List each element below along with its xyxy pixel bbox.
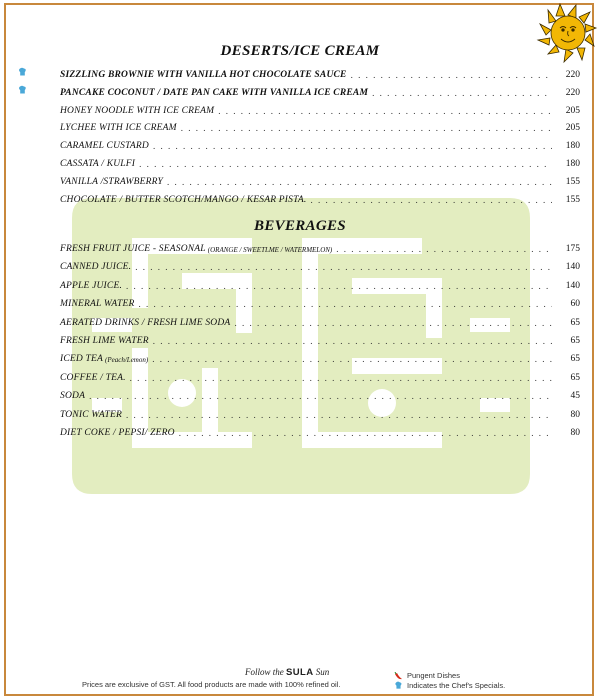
dot-leader	[310, 195, 552, 205]
menu-item-price: 205	[565, 105, 580, 116]
menu-item	[60, 117, 580, 133]
menu-item-price: 220	[565, 87, 580, 98]
menu-item-price: 220	[565, 70, 580, 80]
legend-chef-label: Indicates the Chef's Specials.	[407, 681, 506, 690]
menu-item-name: FRESH FRUIT JUICE - SEASONAL	[60, 244, 206, 254]
menu-item-name: SIZZLING BROWNIE WITH VANILLA HOT CHOCOLATE SAUCE	[60, 70, 347, 80]
legend-pungent-label: Pungent Dishes	[407, 671, 460, 680]
menu-item-price: 65	[570, 317, 580, 328]
dot-leader	[126, 410, 552, 420]
menu-item-price: 65	[570, 354, 580, 365]
menu-item-name: ICED TEA	[60, 354, 104, 365]
menu-item-price: 65	[570, 336, 580, 346]
menu-item-name: APPLE JUICE.	[60, 280, 123, 291]
dot-leader	[153, 141, 552, 151]
menu-item	[60, 293, 580, 309]
menu-item-name: PANCAKE COCONUT / DATE PAN CAKE WITH VANILLA ICE CREAM	[60, 87, 369, 98]
menu-item	[60, 422, 580, 438]
dot-leader	[218, 106, 552, 116]
menu-item	[60, 312, 580, 328]
dot-leader	[181, 123, 552, 133]
menu-item-name: CANNED JUICE.	[60, 262, 132, 273]
footer-disclaimer: Prices are exclusive of GST. All food products are made with 100% refined oil.	[82, 680, 341, 689]
menu-item-name: AERATED DRINKS / FRESH LIME SODA	[60, 317, 231, 328]
legend-pungent	[394, 671, 460, 680]
menu-item-price: 155	[565, 194, 580, 205]
footer-follow-text	[245, 667, 329, 678]
dot-leader	[130, 373, 552, 383]
dot-leader	[351, 70, 552, 80]
dot-leader	[89, 391, 552, 401]
menu-item-price: 65	[570, 372, 580, 383]
menu-item-name: VANILLA /STRAWBERRY	[60, 176, 163, 187]
menu-item-name: CHOCOLATE / BUTTER SCOTCH/MANGO / KESAR PISTA.	[60, 194, 307, 205]
dot-leader	[152, 354, 552, 364]
menu-item	[60, 153, 580, 169]
menu-item	[60, 100, 580, 116]
dot-leader	[336, 244, 552, 254]
chili-icon	[394, 672, 403, 680]
menu-item	[60, 135, 580, 151]
menu-item	[60, 348, 580, 364]
menu-item-name: CASSATA / KULFI	[60, 159, 136, 169]
beverages-title: BEVERAGES	[254, 218, 346, 234]
menu-item	[60, 385, 580, 401]
menu-item-price: 80	[570, 409, 580, 420]
menu-item-name: LYCHEE WITH ICE CREAM	[60, 123, 177, 134]
menu-item	[60, 256, 580, 272]
dot-leader	[139, 299, 553, 309]
follow-suffix: Sun	[315, 667, 330, 677]
menu-item	[60, 275, 580, 291]
menu-item-name: TONIC WATER	[60, 409, 122, 420]
menu-item	[60, 404, 580, 420]
dot-leader	[153, 336, 552, 346]
menu-item	[60, 367, 580, 383]
menu-item	[60, 238, 580, 254]
menu-item-price: 60	[570, 299, 580, 310]
menu-item	[60, 82, 580, 98]
menu-item-price: 180	[565, 141, 580, 152]
menu-item-name: MINERAL WATER	[60, 299, 135, 310]
menu-item	[60, 189, 580, 205]
chef-hat-icon	[18, 67, 27, 77]
menu-item-name: CARAMEL CUSTARD	[60, 141, 149, 152]
menu-item-name: HONEY NOODLE WITH ICE CREAM	[60, 105, 215, 116]
menu-item-note: (ORANGE / SWEETLME / WATERMELON)	[207, 246, 333, 254]
dot-leader	[179, 428, 552, 438]
menu-item	[60, 64, 580, 80]
menu-item	[60, 171, 580, 187]
chef-hat-icon	[18, 85, 27, 95]
dot-leader	[167, 177, 552, 187]
menu-item-price: 175	[565, 244, 580, 254]
menu-item-price: 155	[565, 176, 580, 187]
dot-leader	[126, 281, 552, 291]
menu-item-price: 140	[565, 280, 580, 291]
follow-prefix: Follow the	[245, 667, 284, 677]
menu-item-name: FRESH LIME WATER	[60, 336, 149, 346]
chef-hat-icon	[394, 681, 403, 690]
legend-chef	[394, 681, 505, 690]
menu-item-price: 205	[565, 123, 580, 134]
dot-leader	[139, 159, 552, 169]
menu-item-price: 45	[570, 391, 580, 402]
dot-leader	[372, 88, 552, 98]
dot-leader	[234, 318, 552, 328]
dot-leader	[135, 262, 552, 272]
follow-brand: SULA	[286, 667, 314, 678]
menu-item-note: (Peach/Lemon)	[105, 356, 149, 365]
desserts-title: DESERTS/ICE CREAM	[220, 43, 380, 59]
menu-item-price: 180	[565, 159, 580, 169]
menu-item-price: 80	[570, 428, 580, 438]
menu-item	[60, 330, 580, 346]
menu-item-price: 140	[565, 262, 580, 273]
menu-item-name: DIET COKE / PEPSI/ ZERO	[60, 428, 175, 438]
menu-item-name: SODA	[60, 391, 86, 402]
menu-item-name: COFFEE / TEA.	[60, 372, 126, 383]
